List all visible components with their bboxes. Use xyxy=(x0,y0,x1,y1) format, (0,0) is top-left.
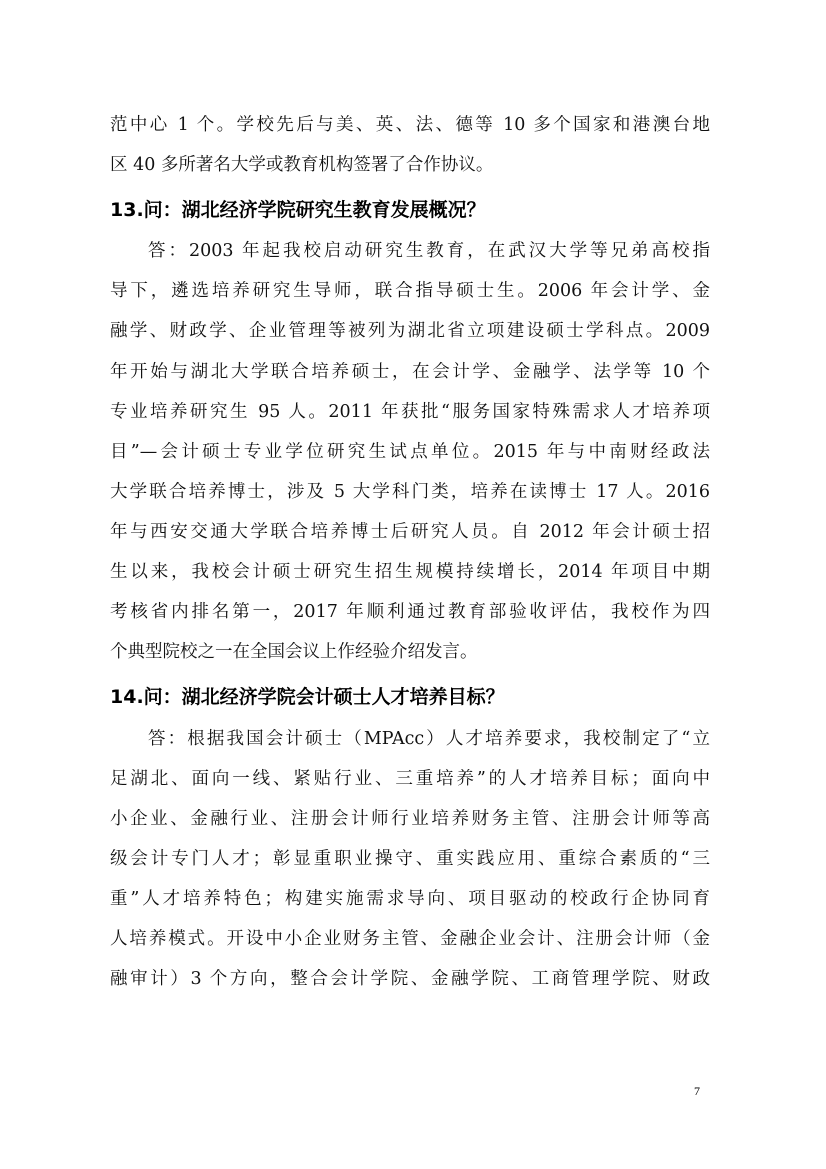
paragraph-line: 年与西安交通大学联合培养博士后研究人员。自 2012 年会计硕士招 xyxy=(110,522,710,542)
paragraph-line: 专业培养研究生 95 人。2011 年获批“服务国家特殊需求人才培养项 xyxy=(110,402,710,422)
paragraph-line: 答：根据我国会计硕士（MPAcc）人才培养要求，我校制定了“立 xyxy=(148,729,710,749)
paragraph-line: 生以来，我校会计硕士研究生招生规模持续增长，2014 年项目中期 xyxy=(110,562,710,582)
paragraph-line: 区 40 多所著名大学或教育机构签署了合作协议。 xyxy=(110,155,494,175)
paragraph-line: 个典型院校之一在全国会议上作经验介绍发言。 xyxy=(110,642,478,662)
paragraph-line: 小企业、金融行业、注册会计师行业培养财务主管、注册会计师等高 xyxy=(110,809,710,829)
section-heading: 14.问：湖北经济学院会计硕士人才培养目标？ xyxy=(110,686,505,708)
paragraph-line: 级会计专门人才；彰显重职业操守、重实践应用、重综合素质的“三 xyxy=(110,849,710,869)
paragraph-line: 范中心 1 个。学校先后与美、英、法、德等 10 多个国家和港澳台地 xyxy=(110,115,710,135)
page-number: 7 xyxy=(694,1084,700,1098)
paragraph-line: 足湖北、面向一线、紧贴行业、三重培养”的人才培养目标；面向中 xyxy=(110,769,710,789)
paragraph-line: 重”人才培养特色；构建实施需求导向、项目驱动的校政行企协同育 xyxy=(110,889,710,909)
paragraph-line: 考核省内排名第一，2017 年顺利通过教育部验收评估，我校作为四 xyxy=(110,602,710,622)
paragraph-line: 大学联合培养博士，涉及 5 大学科门类，培养在读博士 17 人。2016 xyxy=(110,482,710,502)
paragraph-line: 融审计）3 个方向，整合会计学院、金融学院、工商管理学院、财政 xyxy=(110,969,710,989)
paragraph-line: 导下，遴选培养研究生导师，联合指导硕士生。2006 年会计学、金 xyxy=(110,281,710,301)
paragraph-line: 答：2003 年起我校启动研究生教育，在武汉大学等兄弟高校指 xyxy=(148,241,710,261)
paragraph-line: 年开始与湖北大学联合培养硕士，在会计学、金融学、法学等 10 个 xyxy=(110,362,710,382)
paragraph-line: 融学、财政学、企业管理等被列为湖北省立项建设硕士学科点。2009 xyxy=(110,321,710,341)
section-heading: 13.问：湖北经济学院研究生教育发展概况？ xyxy=(110,199,486,221)
paragraph-line: 人培养模式。开设中小企业财务主管、金融企业会计、注册会计师（金 xyxy=(110,929,710,949)
paragraph-line: 目”—会计硕士专业学位研究生试点单位。2015 年与中南财经政法 xyxy=(110,442,710,462)
